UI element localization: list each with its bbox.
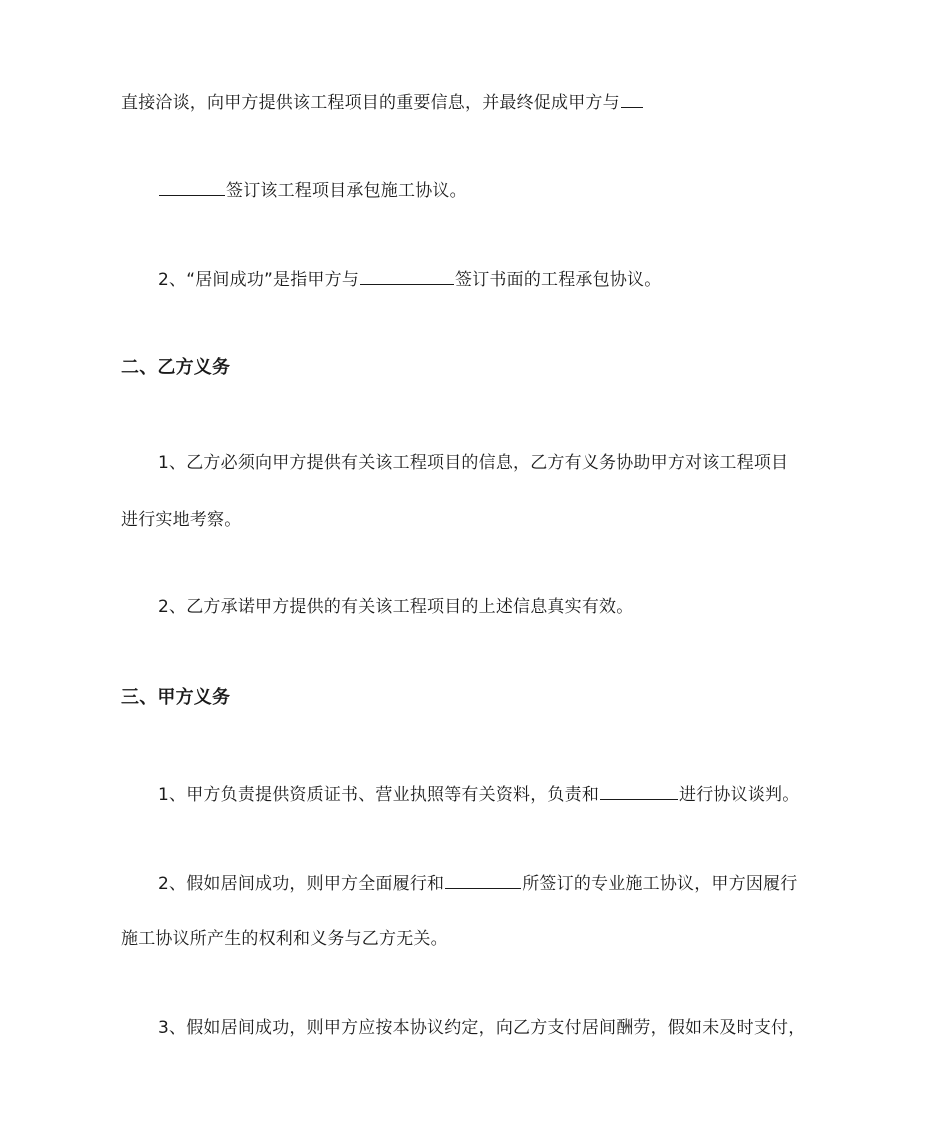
paragraph-text: 进行协议谈判。: [679, 785, 800, 805]
paragraph-line: 3、假如居间成功，则甲方应按本协议约定，向乙方支付居间酬劳，假如未及时支付，: [158, 1018, 806, 1038]
paragraph-text: 签订该工程项目承包施工协议。: [226, 181, 467, 201]
fill-in-blank: [600, 781, 678, 800]
paragraph-line: 2、乙方承诺甲方提供的有关该工程项目的上述信息真实有效。: [158, 597, 634, 617]
fill-in-blank: [159, 177, 225, 196]
paragraph-line: 1、乙方必须向甲方提供有关该工程项目的信息，乙方有义务协助甲方对该工程项目: [158, 453, 789, 473]
paragraph-line: [158, 781, 799, 807]
fill-in-blank: [621, 89, 643, 108]
paragraph-line: [121, 89, 644, 115]
fill-in-blank: [445, 870, 521, 889]
paragraph-text: 2、假如居间成功，则甲方全面履行和: [158, 874, 445, 894]
paragraph-line: [158, 177, 467, 203]
section-heading: 二、乙方义务: [121, 357, 231, 378]
paragraph-line: [158, 870, 797, 896]
paragraph-text: 签订书面的工程承包协议。: [455, 270, 662, 290]
paragraph-text: 直接洽谈，向甲方提供该工程项目的重要信息，并最终促成甲方与: [121, 93, 620, 113]
paragraph-text: 2、“居间成功”是指甲方与: [158, 270, 360, 290]
paragraph-line: 进行实地考察。: [121, 510, 242, 530]
paragraph-line: [158, 266, 661, 292]
paragraph-text: 所签订的专业施工协议，甲方因履行: [522, 874, 798, 894]
paragraph-line: 施工协议所产生的权利和义务与乙方无关。: [121, 929, 448, 949]
fill-in-blank: [360, 266, 454, 285]
paragraph-text: 1、甲方负责提供资质证书、营业执照等有关资料，负责和: [158, 785, 600, 805]
section-heading: 三、甲方义务: [121, 687, 231, 708]
